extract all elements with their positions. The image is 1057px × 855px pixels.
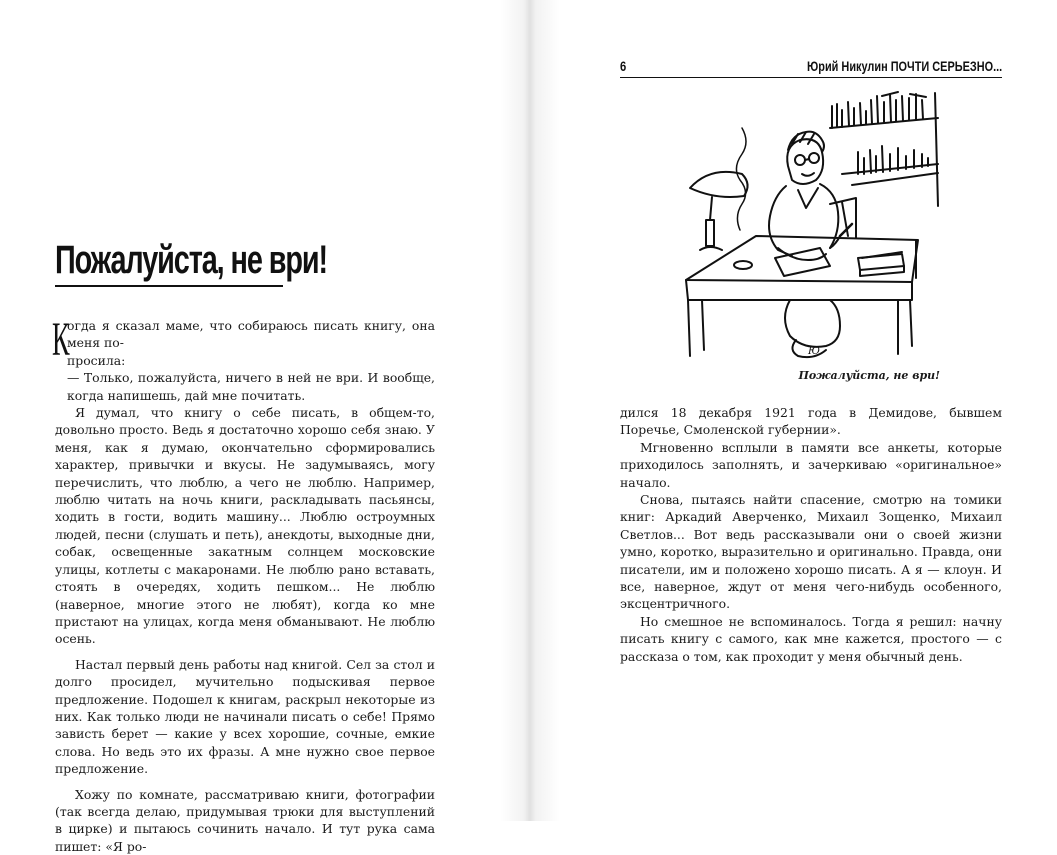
- paragraph: дился 18 декабря 1921 года в Демидове, бывшем Поречье, Смоленской губернии».: [620, 405, 1002, 438]
- left-page-text: [52, 313, 435, 855]
- chapter-title: Пожалуйста, не ври!: [55, 238, 327, 282]
- paragraph: Мгновенно всплыли в памяти все анкеты, которые приходилось заполнять, и зачеркиваю «оригинальное» начало.: [620, 439, 1002, 490]
- drop-cap: К: [52, 313, 70, 366]
- lead-line: огда я сказал маме, что собираюсь писать книгу, она меня по-: [67, 318, 435, 351]
- paragraph: Я думал, что книгу о себе писать, в общем-то, довольно просто. Ведь я достаточно хорошо себя знаю. У меня, как я думаю, окончательно сформировались характер, привычки и вкусы. Не задумываясь, могу перечислить, что люблю, а чего не люблю. Например, люблю читать на ночь книги, раскладывать пасьянсы, ходить в гости, водить машину... Люблю остроумных людей, песни (слушать и петь), анекдоты, выходные дни, собак, освещенные закатным солнцем московские улицы, котлеты с макаронами. Не люблю рано вставать, стоять в очередях, ходить пешком... Не люблю (наверное, многие этого не любят), когда ко мне пристают на улицах, когда меня обманывают. Не люблю осень.: [55, 405, 435, 647]
- right-page-text: [620, 404, 1002, 665]
- paragraph: — Только, пожалуйста, ничего в ней не ври. И вообще, когда напишешь, дай мне почитать.: [67, 370, 435, 403]
- running-title: Юрий Никулин ПОЧТИ СЕРЬЕЗНО...: [806, 58, 1002, 74]
- paragraph: Но смешное не вспоминалось. Тогда я решил: начну писать книгу с самого, как мне кажется, простого — с рассказа о том, как проходит у меня обычный день.: [620, 613, 1002, 664]
- illustration-initials: Ю: [808, 346, 820, 357]
- illustration-man-writing: [680, 88, 945, 363]
- illustration-caption: Пожалуйста, не ври!: [798, 369, 940, 382]
- paragraph: Хожу по комнате, рассматриваю книги, фотографии (так всегда делаю, придумывая трюки для выступлений в цирке) и пытаюсь сочинить начало. И тут рука сама пишет: «Я ро-: [55, 786, 435, 854]
- page-number: 6: [620, 58, 627, 74]
- lead-paragraph: [52, 313, 435, 369]
- chapter-title-underline: [55, 285, 283, 287]
- paragraph: Снова, пытаясь найти спасение, смотрю на томики книг: Аркадий Аверченко, Михаил Зощенко, Михаил Светлов... Вот ведь рассказывали они о своей жизни умно, коротко, выразительно и оригинально. Правда, они писатели, им и положено хорошо писать. А я — клоун. И все, наверное, ждут от меня чего-нибудь особенного, эксцентричного.: [620, 492, 1002, 612]
- paragraph: Настал первый день работы над книгой. Сел за стол и долго просидел, мучительно подыскивая первое предложение. Подошел к книгам, раскрыл некоторые из них. Как только люди не начинали писать о себе! Прямо зависть берет — какие у всех хорошие, сочные, емкие слова. Но ведь это их фразы. А мне нужно свое первое предложение.: [55, 656, 435, 777]
- running-head: [620, 57, 1002, 78]
- lead-line: просила:: [67, 352, 126, 368]
- left-page: [0, 0, 527, 854]
